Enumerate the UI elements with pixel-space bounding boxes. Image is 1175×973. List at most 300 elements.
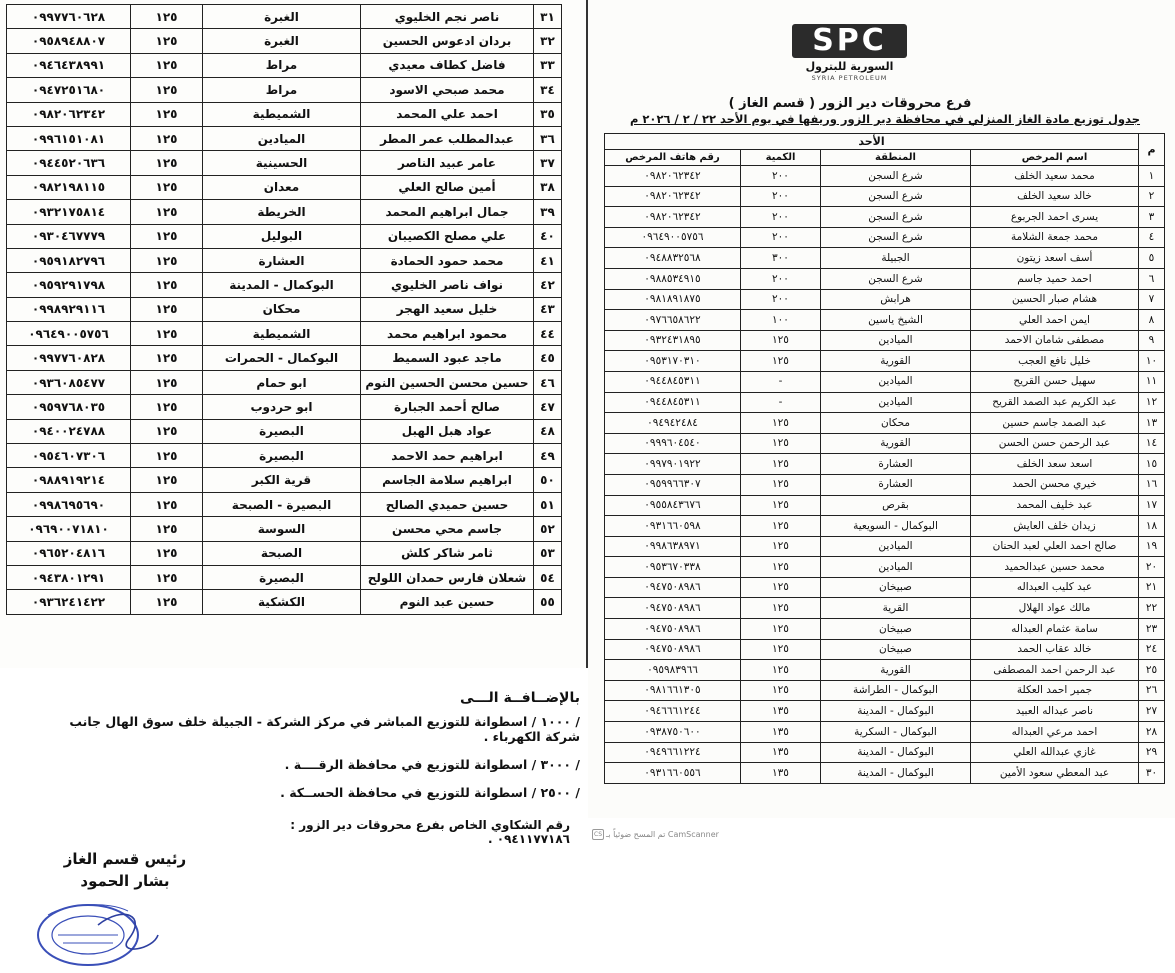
table-row (7, 322, 562, 346)
table-row (605, 557, 1165, 578)
cell-name: محمد حمود الحمادة (361, 248, 534, 272)
cell-qty: ١٢٥ (131, 126, 203, 150)
table-row (7, 541, 562, 565)
cell-area: الشيخ ياسين (821, 310, 971, 331)
cell-name: جاسم محي محسن (361, 517, 534, 541)
cell-name: مالك عواد الهلال (971, 598, 1139, 619)
cell-qty: ١٢٥ (131, 78, 203, 102)
cell-area: البوكمال - الطراشة (821, 680, 971, 701)
cell-phone: ٠٩٥٣٦٧٠٣٣٨ (605, 557, 741, 578)
cell-num: ٤٤ (534, 322, 562, 346)
cell-num: ١٧ (1139, 495, 1165, 516)
cell-name: يسرى احمد الجربوع (971, 207, 1139, 228)
cell-phone: ٠٩٤٨٨٣٢٥٦٨ (605, 248, 741, 269)
cell-phone: ٠٩٦٤٩٠٠٥٧٥٦ (7, 322, 131, 346)
cell-phone: ٠٩٩٦١٥١٠٨١ (7, 126, 131, 150)
cell-phone: ٠٩٤٩٦٦١٢٢٤ (605, 742, 741, 763)
table-row (7, 78, 562, 102)
cell-num: ٣ (1139, 207, 1165, 228)
cell-qty: ١٢٥ (131, 517, 203, 541)
cell-name: غازي عبدالله العلي (971, 742, 1139, 763)
cell-phone: ٠٩٨٨٩١٩٢١٤ (7, 468, 131, 492)
cell-area: السوسة (203, 517, 361, 541)
cell-num: ٣٢ (534, 29, 562, 53)
cell-name: عبد الرحمن حسن الحسن (971, 433, 1139, 454)
cell-qty: ١٢٥ (131, 248, 203, 272)
cell-qty: ١٣٥ (741, 701, 821, 722)
cell-name: محمد حسين عبدالحميد (971, 557, 1139, 578)
cell-area: شرع السجن (821, 268, 971, 289)
cell-num: ١ (1139, 166, 1165, 187)
cell-qty: ٢٠٠ (741, 289, 821, 310)
cell-qty: ١٢٥ (131, 175, 203, 199)
cell-area: شرع السجن (821, 207, 971, 228)
cell-name: شعلان فارس حمدان اللولح (361, 565, 534, 589)
table-row (7, 126, 562, 150)
table-row (605, 536, 1165, 557)
cell-phone: ٠٩٨٢٠٦٢٣٤٢ (605, 207, 741, 228)
cell-num: ٥ (1139, 248, 1165, 269)
header-qty: الكمية (741, 150, 821, 166)
table-row (605, 433, 1165, 454)
day-label: الأحد (605, 134, 1139, 150)
cell-qty: ٢٠٠ (741, 166, 821, 187)
cell-qty: ١٢٥ (741, 330, 821, 351)
cell-name: صالح احمد العلي لعبد الحنان (971, 536, 1139, 557)
cell-num: ٦ (1139, 268, 1165, 289)
addition-item: / ٢٥٠٠ / اسطوانة للتوزيع في محافظة الحســكة . (280, 785, 580, 800)
table-row (7, 492, 562, 516)
table-row (7, 590, 562, 614)
cell-num: ٤ (1139, 227, 1165, 248)
cell-phone: ٠٩٣٠٤٦٧٧٧٩ (7, 224, 131, 248)
cell-area: الشميطية (203, 322, 361, 346)
cell-area: صبيخان (821, 619, 971, 640)
cell-phone: ٠٩٨٨٥٣٤٩١٥ (605, 268, 741, 289)
official-stamp-icon (28, 895, 163, 970)
table-row (605, 454, 1165, 475)
cell-name: أسف اسعد زيتون (971, 248, 1139, 269)
cell-area: محكان (821, 413, 971, 434)
cell-qty: ٢٠٠ (741, 186, 821, 207)
cell-area: البوكمال - السويعية (821, 516, 971, 537)
cell-qty: ١٢٥ (741, 474, 821, 495)
cell-qty: ١٢٥ (131, 53, 203, 77)
camscanner-icon: CS (594, 831, 602, 838)
cell-num: ٥٤ (534, 565, 562, 589)
cell-qty: ١٢٥ (131, 492, 203, 516)
cell-area: القرية (821, 598, 971, 619)
cell-qty: ١٢٥ (131, 102, 203, 126)
cell-area: ابو حردوب (203, 395, 361, 419)
table-row (605, 680, 1165, 701)
cell-num: ٤٧ (534, 395, 562, 419)
cell-num: ٤٢ (534, 273, 562, 297)
cell-phone: ٠٩٩٧٩٠١٩٢٢ (605, 454, 741, 475)
header-area: المنطقة (821, 150, 971, 166)
cell-name: محمد سعيد الخلف (971, 166, 1139, 187)
cell-num: ٢٣ (1139, 619, 1165, 640)
cell-name: احمد حميد جاسم (971, 268, 1139, 289)
cell-area: بقرص (821, 495, 971, 516)
cell-num: ٢٢ (1139, 598, 1165, 619)
cell-num: ٤٦ (534, 370, 562, 394)
additions-section (40, 690, 580, 813)
cell-name: عبد الصمد جاسم حسين (971, 413, 1139, 434)
cell-area: الميادين (821, 536, 971, 557)
table-row (605, 722, 1165, 743)
cell-area: الميادين (821, 330, 971, 351)
logo-mark: SPC (792, 24, 907, 58)
table-row (605, 310, 1165, 331)
cell-num: ٨ (1139, 310, 1165, 331)
cell-area: البوكمال - المدينة (821, 763, 971, 784)
cell-qty: ١٢٥ (741, 433, 821, 454)
cell-num: ٢١ (1139, 577, 1165, 598)
cell-qty: ١٢٥ (131, 541, 203, 565)
cell-name: خليل نافع العجب (971, 351, 1139, 372)
cell-phone: ٠٩٣٦٠٨٥٤٧٧ (7, 370, 131, 394)
cell-qty: ١٢٥ (741, 454, 821, 475)
cell-qty: ٣٠٠ (741, 248, 821, 269)
cell-area: ابو حمام (203, 370, 361, 394)
cell-num: ٤٣ (534, 297, 562, 321)
cell-name: نواف ناصر الخليوي (361, 273, 534, 297)
cell-qty: ١٢٥ (131, 370, 203, 394)
table-row (605, 351, 1165, 372)
logo-english: SYRIA PETROLEUM (811, 74, 888, 82)
cell-qty: ١٢٥ (131, 29, 203, 53)
day-row (605, 134, 1165, 150)
cell-num: ٤٩ (534, 444, 562, 468)
table-row (7, 224, 562, 248)
cell-phone: ٠٩٨٢٠٦٢٣٤٢ (605, 166, 741, 187)
cell-qty: ١٢٥ (741, 516, 821, 537)
cell-name: حسين حميدي الصالح (361, 492, 534, 516)
cell-phone: ٠٩٣٢١٧٥٨١٤ (7, 200, 131, 224)
cell-area: الكشكية (203, 590, 361, 614)
table-row (605, 207, 1165, 228)
cell-area: القورية (821, 433, 971, 454)
cell-phone: ٠٩٩٧٧٦٠٨٢٨ (7, 346, 131, 370)
cell-area: مراط (203, 53, 361, 77)
table-row (605, 701, 1165, 722)
cell-name: علي مصلح الكصيبان (361, 224, 534, 248)
cell-num: ٣٦ (534, 126, 562, 150)
table-row (605, 495, 1165, 516)
cell-phone: ٠٩٤٤٥٢٠٦٣٦ (7, 151, 131, 175)
cell-num: ٧ (1139, 289, 1165, 310)
cell-qty: ٢٠٠ (741, 227, 821, 248)
scanner-caption: CamScanner تم المسح ضوئياً بـ (606, 830, 719, 839)
cell-name: ناصر نجم الخليوي (361, 5, 534, 29)
cell-phone: ٠٩٩٨٩٢٩١١٦ (7, 297, 131, 321)
cell-qty: ١٢٥ (741, 351, 821, 372)
table-row (7, 5, 562, 29)
cell-name: ناصر عبداله العبيد (971, 701, 1139, 722)
cell-name: حسين عبد النوم (361, 590, 534, 614)
cell-name: فاضل كطاف معيدي (361, 53, 534, 77)
cell-area: البصيرة (203, 444, 361, 468)
cell-phone: ٠٩٤٧٥٠٨٩٨٦ (605, 639, 741, 660)
cell-phone: ٠٩٦٥٢٠٤٨١٦ (7, 541, 131, 565)
cell-name: محمود ابراهيم محمد (361, 322, 534, 346)
cell-area: صبيخان (821, 639, 971, 660)
cell-phone: ٠٩٣١٦٦٠٥٩٨ (605, 516, 741, 537)
cell-area: البوكمال - المدينة (203, 273, 361, 297)
cell-name: عبد الرحمن احمد المصطفى (971, 660, 1139, 681)
cell-phone: ٠٩٤٧٢٥١٦٨٠ (7, 78, 131, 102)
addition-item: / ١٠٠٠ / اسطوانة للتوزيع المباشر في مركز الشركة - الجبيلة خلف سوق الهال جانب شركة الكهرباء . (69, 714, 580, 744)
header-phone: رقم هاتف المرخص (605, 150, 741, 166)
cell-num: ٣٣ (534, 53, 562, 77)
table-row (7, 273, 562, 297)
cell-phone: ٠٩٧٦٦٥٨٦٢٢ (605, 310, 741, 331)
cell-qty: ١٢٥ (741, 557, 821, 578)
cell-phone: ٠٩٤٧٥٠٨٩٨٦ (605, 619, 741, 640)
cell-num: ١٣ (1139, 413, 1165, 434)
cell-phone: ٠٩٥٩٢٩١٧٩٨ (7, 273, 131, 297)
cell-area: القورية (821, 351, 971, 372)
table-row (7, 200, 562, 224)
cell-name: محمد جمعة الشلامة (971, 227, 1139, 248)
cell-num: ٢٤ (1139, 639, 1165, 660)
cell-qty: ١٢٥ (131, 200, 203, 224)
cell-num: ١٠ (1139, 351, 1165, 372)
cell-qty: ١٢٥ (741, 598, 821, 619)
table-row (605, 742, 1165, 763)
cell-name: جمال ابراهيم المحمد (361, 200, 534, 224)
cell-phone: ٠٩٥٣١٧٠٣١٠ (605, 351, 741, 372)
cell-phone: ٠٩٤٤٨٤٥٣١١ (605, 392, 741, 413)
cell-num: ٣٨ (534, 175, 562, 199)
header-name: اسم المرخص (971, 150, 1139, 166)
cell-phone: ٠٩٤٠٠٢٤٧٨٨ (7, 419, 131, 443)
cell-name: أمين صالح العلي (361, 175, 534, 199)
cell-qty: ١٢٥ (131, 395, 203, 419)
cell-qty: ١٢٥ (131, 346, 203, 370)
cell-phone: ٠٩٣٢٤٣١٨٩٥ (605, 330, 741, 351)
cell-qty: ١٢٥ (131, 322, 203, 346)
left-distribution-table (6, 4, 562, 615)
cell-name: ماجد عبود السميط (361, 346, 534, 370)
cell-name: خيري محسن الحمد (971, 474, 1139, 495)
cell-phone: ٠٩٨٢٠٦٢٣٤٢ (605, 186, 741, 207)
cell-num: ٣٠ (1139, 763, 1165, 784)
table-row (7, 297, 562, 321)
table-row (7, 370, 562, 394)
table-row (605, 474, 1165, 495)
cell-name: هشام صبار الحسين (971, 289, 1139, 310)
table-row (605, 227, 1165, 248)
cell-area: هرابش (821, 289, 971, 310)
cell-name: ثامر شاكر كلش (361, 541, 534, 565)
cell-num: ٢٩ (1139, 742, 1165, 763)
cell-area: البوكمال - المدينة (821, 742, 971, 763)
cell-name: خليل سعيد الهجر (361, 297, 534, 321)
table-row (605, 166, 1165, 187)
cell-phone: ٠٩٨١٨٩١٨٧٥ (605, 289, 741, 310)
cell-name: احمد مرعي العبداله (971, 722, 1139, 743)
table-row (7, 395, 562, 419)
cell-num: ٢٥ (1139, 660, 1165, 681)
cell-name: سهيل حسن القريح (971, 371, 1139, 392)
cell-area: مراط (203, 78, 361, 102)
cell-num: ٤٠ (534, 224, 562, 248)
cell-area: الغبرة (203, 5, 361, 29)
table-row (7, 468, 562, 492)
cell-area: معدان (203, 175, 361, 199)
cell-area: محكان (203, 297, 361, 321)
cell-num: ٥٥ (534, 590, 562, 614)
cell-area: البوكمال - الحمرات (203, 346, 361, 370)
complaint-number: رقم الشكاوي الخاص بفرع محروقات دير الزور : ٠٩٤١١٧٧١٨٦ . (290, 818, 570, 846)
cell-area: العشارة (821, 454, 971, 475)
cell-qty: ١٢٥ (131, 444, 203, 468)
cell-name: محمد صبحي الاسود (361, 78, 534, 102)
cell-phone: ٠٩٦٩٠٠٧١٨١٠ (7, 517, 131, 541)
cell-name: عبد كليب العبداله (971, 577, 1139, 598)
cell-phone: ٠٩٩٩٦٠٤٥٤٠ (605, 433, 741, 454)
cell-name: خالد عقاب الحمد (971, 639, 1139, 660)
cell-num: ٣٩ (534, 200, 562, 224)
table-row (7, 29, 562, 53)
cell-area: صبيخان (821, 577, 971, 598)
cell-phone: ٠٩٥٤٦٠٧٣٠٦ (7, 444, 131, 468)
cell-num: ١١ (1139, 371, 1165, 392)
cell-phone: ٠٩٤٧٥٠٨٩٨٦ (605, 598, 741, 619)
cell-area: الميادين (821, 557, 971, 578)
cell-area: الحسينية (203, 151, 361, 175)
cell-qty: ١٢٥ (131, 590, 203, 614)
cell-qty: ١٢٥ (131, 565, 203, 589)
signature-block (40, 848, 210, 892)
cell-phone: ٠٩٨٢١٩٨١١٥ (7, 175, 131, 199)
cell-phone: ٠٩٤٦٦٦١٢٤٤ (605, 701, 741, 722)
cell-phone: ٠٩٥٩١٨٢٧٩٦ (7, 248, 131, 272)
cell-area: العشارة (203, 248, 361, 272)
cell-num: ٢٧ (1139, 701, 1165, 722)
cell-name: خالد سعيد الخلف (971, 186, 1139, 207)
cell-phone: ٠٩٤٧٥٠٨٩٨٦ (605, 577, 741, 598)
cell-qty: ١٢٥ (131, 224, 203, 248)
cell-phone: ٠٩٤٣٨٠١٢٩١ (7, 565, 131, 589)
cell-name: جمير احمد العكلة (971, 680, 1139, 701)
cell-area: الميادين (821, 371, 971, 392)
cell-qty: ١٢٥ (131, 273, 203, 297)
cell-area: الشميطية (203, 102, 361, 126)
branch-title: فرع محروقات دير الزور ( قسم الغاز ) (728, 96, 972, 111)
cell-num: ٥٠ (534, 468, 562, 492)
cell-qty: ١٢٥ (741, 577, 821, 598)
cell-qty: ١٣٥ (741, 742, 821, 763)
cell-phone: ٠٩٩٧٧٦٠٦٢٨ (7, 5, 131, 29)
cell-area: الخريطة (203, 200, 361, 224)
cell-phone: ٠٩٥٩٩٦٦٣٠٧ (605, 474, 741, 495)
table-row (7, 419, 562, 443)
cell-qty: ٢٠٠ (741, 207, 821, 228)
cell-num: ٢٨ (1139, 722, 1165, 743)
header-num: م (1139, 134, 1165, 166)
table-row (7, 53, 562, 77)
cell-num: ٣٧ (534, 151, 562, 175)
table-row (7, 248, 562, 272)
cell-phone: ٠٩٤٤٨٤٥٣١١ (605, 371, 741, 392)
cell-area: العشارة (821, 474, 971, 495)
cell-num: ١٤ (1139, 433, 1165, 454)
cell-area: القورية (821, 660, 971, 681)
logo-arabic: السورية للبترول (805, 60, 894, 73)
cell-phone: ٠٩٥٩٨٣٩٦٦ (605, 660, 741, 681)
cell-phone: ٠٩٥٥٨٤٣٦٧٦ (605, 495, 741, 516)
table-row (605, 413, 1165, 434)
cell-qty: ١٢٥ (131, 468, 203, 492)
cell-qty: ١٢٥ (131, 151, 203, 175)
cell-phone: ٠٩٩٨٦٣٨٩٧١ (605, 536, 741, 557)
cell-phone: ٠٩٤٦٤٣٨٩٩١ (7, 53, 131, 77)
left-page (0, 0, 588, 668)
cell-name: بردان ادعوس الحسين (361, 29, 534, 53)
cell-area: شرع السجن (821, 227, 971, 248)
table-header-row (605, 150, 1165, 166)
cell-qty: - (741, 371, 821, 392)
cell-area: قرية الكبر (203, 468, 361, 492)
signer-name: بشار الحمود (80, 872, 170, 890)
right-distribution-table (604, 133, 1165, 784)
table-row (605, 268, 1165, 289)
cell-name: عبد الكريم عبد الصمد القريح (971, 392, 1139, 413)
table-row (605, 763, 1165, 784)
cell-name: مصطفى شامان الاحمد (971, 330, 1139, 351)
additions-title: بالإضــافــة الـــى (460, 690, 580, 706)
cell-area: الصبحة (203, 541, 361, 565)
cell-qty: ١٠٠ (741, 310, 821, 331)
addition-item: / ٣٠٠٠ / اسطوانة للتوزيع في محافظة الرقــــة . (284, 757, 580, 772)
cell-phone: ٠٩٥٨٩٤٨٨٠٧ (7, 29, 131, 53)
cell-name: ابراهيم حمد الاحمد (361, 444, 534, 468)
cell-name: ابراهيم سلامة الجاسم (361, 468, 534, 492)
cell-name: عامر عبيد الناصر (361, 151, 534, 175)
cell-area: البصيرة (203, 565, 361, 589)
cell-name: اسعد سعد الخلف (971, 454, 1139, 475)
cell-phone: ٠٩٩٨٦٩٥٦٩٠ (7, 492, 131, 516)
cell-num: ٢ (1139, 186, 1165, 207)
cell-phone: ٠٩٨٢٠٦٢٣٤٢ (7, 102, 131, 126)
cell-qty: ١٢٥ (741, 680, 821, 701)
cell-qty: ١٢٥ (741, 495, 821, 516)
distribution-title: جدول توزيع مادة الغاز المنزلي في محافظة دير الزور وريفها في يوم الأحد ٢٢ / ٢ / ٢٠٢٦ م (629, 112, 1141, 126)
table-row (605, 577, 1165, 598)
cell-qty: ٢٠٠ (741, 268, 821, 289)
table-row (605, 289, 1165, 310)
cell-phone: ٠٩٦٤٩٠٠٥٧٥٦ (605, 227, 741, 248)
table-row (605, 186, 1165, 207)
cell-phone: ٠٩٤٩٤٢٤٨٤ (605, 413, 741, 434)
table-row (7, 517, 562, 541)
cell-name: صالح أحمد الجبارة (361, 395, 534, 419)
cell-qty: ١٢٥ (741, 536, 821, 557)
cell-phone: ٠٩٣١٦٦٠٥٥٦ (605, 763, 741, 784)
cell-num: ٣٤ (534, 78, 562, 102)
table-row (605, 598, 1165, 619)
cell-num: ١٨ (1139, 516, 1165, 537)
table-row (7, 346, 562, 370)
cell-qty: - (741, 392, 821, 413)
cell-area: الجبيلة (821, 248, 971, 269)
company-logo (762, 18, 937, 82)
cell-num: ٣٥ (534, 102, 562, 126)
table-row (605, 619, 1165, 640)
